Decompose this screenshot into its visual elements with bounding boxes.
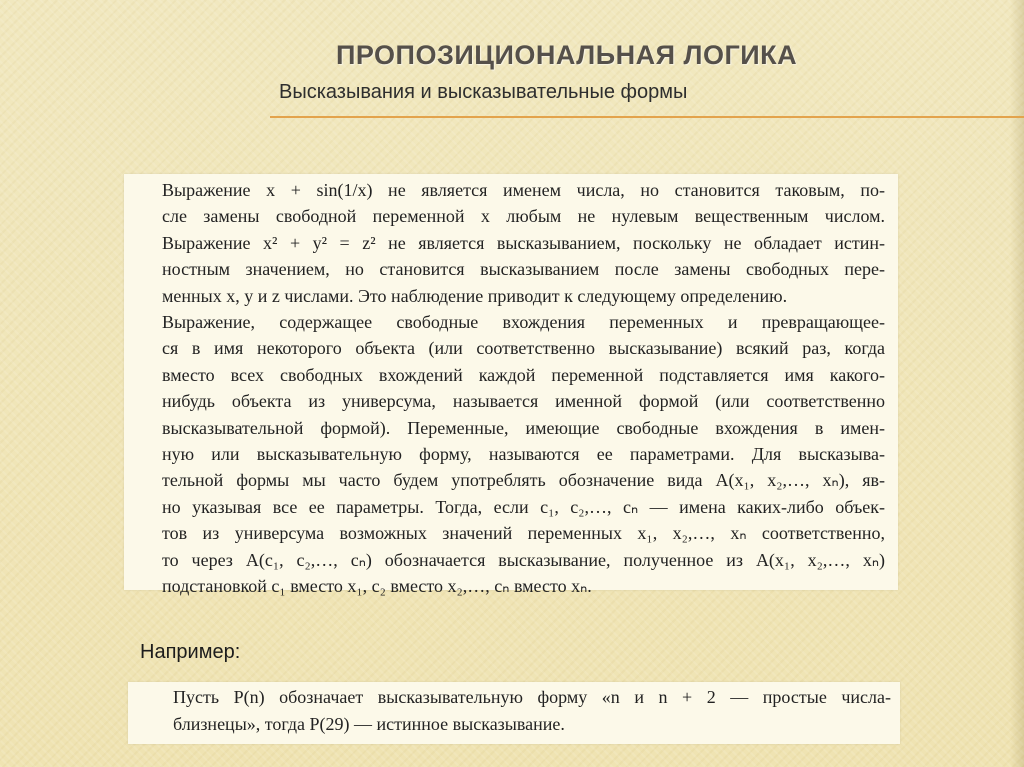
excerpt-line: тов из универсума возможных значений переменных x₁, x₂,…, xₙ соответственно, bbox=[162, 523, 885, 544]
example-label: Например: bbox=[140, 641, 241, 663]
excerpt-line: вместо всех свободных вхождений каждой переменной подставляется имя какого- bbox=[162, 364, 885, 385]
example-text bbox=[173, 684, 891, 738]
slide-title: ПРОПОЗИЦИОНАЛЬНАЯ ЛОГИКА bbox=[336, 40, 798, 70]
excerpt-line: нибудь объекта из универсума, называется именной формой (или соответственно bbox=[162, 391, 885, 412]
excerpt-line: Выражение, содержащее свободные вхождения переменных и превращающее- bbox=[162, 312, 885, 333]
excerpt-line: подстановкой c₁ вместо x₁, c₂ вместо x₂,…, cₙ вместо xₙ. bbox=[162, 576, 592, 597]
excerpt-line: ностным значением, но становится высказыванием после замены свободных пере- bbox=[162, 259, 885, 280]
excerpt-line: высказывательной формой). Переменные, имеющие свободные вхождения в имен- bbox=[162, 417, 885, 438]
excerpt-line: то через A(c₁, c₂,…, cₙ) обозначается высказывание, полученное из A(x₁, x₂,…, xₙ) bbox=[162, 549, 885, 570]
excerpt-line: но указывая все ее параметры. Тогда, если c₁, c₂,…, cₙ — имена каких-либо объек- bbox=[162, 496, 885, 517]
excerpt-line: ся в имя некоторого объекта (или соответственно высказывание) всякий раз, когда bbox=[162, 338, 885, 359]
excerpt-line: менных x, y и z числами. Это наблюдение приводит к следующему определению. bbox=[162, 285, 788, 306]
slide-subtitle: Высказывания и высказывательные формы bbox=[279, 81, 688, 103]
excerpt-line: Пусть P(n) обозначает высказывательную форму «n и n + 2 — простые числа- bbox=[173, 687, 891, 707]
excerpt-line: ную или высказывательную форму, называются ее параметрами. Для высказыва- bbox=[162, 444, 885, 465]
example-excerpt bbox=[128, 682, 900, 744]
title-divider bbox=[270, 116, 1024, 118]
excerpt-line: тельной формы мы часто будем употреблять обозначение вида A(x₁, x₂,…, xₙ), яв- bbox=[162, 470, 885, 491]
excerpt-line: близнецы», тогда P(29) — истинное высказывание. bbox=[173, 714, 565, 734]
definition-excerpt bbox=[124, 174, 898, 597]
excerpt-line: сле замены свободной переменной x любым не нулевым вещественным числом. bbox=[162, 206, 885, 227]
excerpt-line: Выражение x² + y² = z² не является высказыванием, поскольку не обладает истин- bbox=[162, 232, 885, 253]
definition-text bbox=[162, 177, 885, 600]
excerpt-line: Выражение x + sin(1/x) не является именем числа, но становится таковым, по- bbox=[162, 180, 885, 200]
